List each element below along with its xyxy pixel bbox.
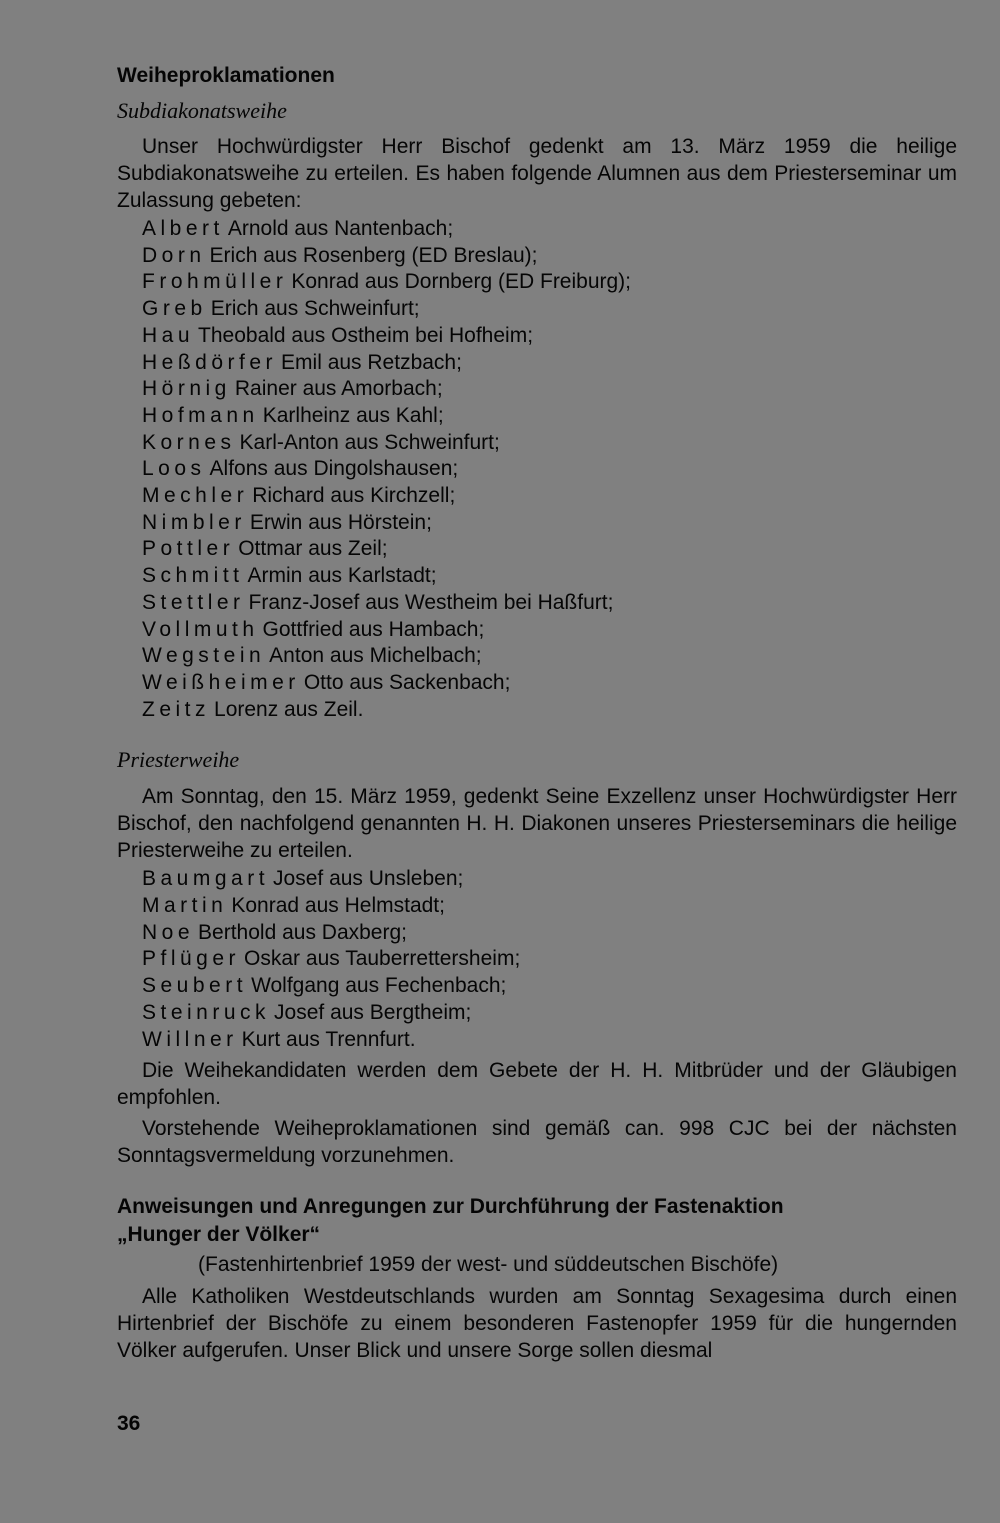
candidate-item (142, 483, 957, 510)
candidate-surname: Willner (142, 1027, 238, 1051)
candidate-item (142, 376, 957, 403)
candidate-surname: Nimbler (142, 510, 246, 534)
candidate-surname: Loos (142, 457, 206, 481)
candidate-details: Kurt aus Trennfurt. (241, 1027, 416, 1051)
candidate-details: Theobald aus Ostheim bei Hofheim; (198, 323, 534, 347)
subdiakonat-candidate-list (117, 216, 957, 723)
candidate-surname: Hau (142, 323, 195, 347)
candidate-item (142, 1027, 957, 1054)
candidate-item (142, 216, 957, 243)
candidate-surname: Pflüger (142, 947, 241, 971)
candidate-details: Wolfgang aus Fechenbach; (251, 974, 507, 998)
candidate-item (142, 973, 957, 1000)
heading-fastenaktion: Anweisungen und Anregungen zur Durchführung der Fastenaktion (117, 1195, 784, 1219)
subheading-priesterweihe: Priesterweihe (117, 747, 240, 773)
candidate-item (142, 617, 957, 644)
candidate-details: Armin aus Karlstadt; (247, 564, 437, 588)
candidate-item (142, 697, 957, 724)
candidate-details: Josef aus Bergtheim; (274, 1000, 472, 1024)
candidate-surname: Baumgart (142, 867, 270, 891)
candidate-surname: Schmitt (142, 564, 244, 588)
candidate-details: Emil aus Retzbach; (281, 350, 462, 374)
candidate-details: Arnold aus Nantenbach; (227, 217, 454, 240)
subheading-subdiakonatsweihe: Subdiakonatsweihe (117, 98, 287, 123)
candidate-surname: Greb (142, 297, 207, 321)
candidate-surname: Kornes (142, 430, 236, 454)
candidate-details: Karl-Anton aus Schweinfurt; (239, 430, 500, 454)
candidate-item (142, 590, 957, 617)
candidate-item (142, 243, 957, 270)
candidate-item (142, 563, 957, 590)
candidate-details: Josef aus Unsleben; (273, 867, 464, 891)
candidate-details: Erich aus Schweinfurt; (210, 297, 420, 321)
candidate-surname: Dorn (142, 243, 206, 267)
candidate-item (142, 643, 957, 670)
candidate-surname: Seubert (142, 974, 248, 998)
candidate-details: Konrad aus Helmstadt; (231, 894, 445, 918)
candidate-item (142, 920, 957, 947)
candidate-item (142, 536, 957, 563)
candidate-item (142, 893, 957, 920)
candidate-details: Erich aus Rosenberg (ED Breslau); (209, 243, 538, 267)
candidate-item (142, 350, 957, 377)
subdiakonat-intro: Unser Hochwürdigster Herr Bischof gedenkt am 13. März 1959 die heilige Subdiakonatsweihe zu erteilen. Es haben folgende Alumnen aus dem Priesterseminar um Zulassung gebeten: (117, 135, 957, 212)
page-number: 36 (117, 1412, 141, 1435)
candidate-details: Erwin aus Hörstein; (249, 510, 432, 534)
priesterweihe-note-announcement: Vorstehende Weiheproklamationen sind gemäß can. 998 CJC bei der nächsten Sonntagsvermeldung vorzunehmen. (117, 1117, 957, 1168)
candidate-details: Berthold aus Daxberg; (198, 920, 407, 944)
priesterweihe-candidate-list (117, 866, 957, 1053)
candidate-details: Ottmar aus Zeil; (238, 537, 388, 561)
candidate-details: Franz-Josef aus Westheim bei Haßfurt; (248, 590, 614, 614)
priesterweihe-intro: Am Sonntag, den 15. März 1959, gedenkt Seine Exzellenz unser Hochwürdigster Herr Bischof, den nachfolgend genannten H. H. Diakonen unseres Priesterseminars die heilige Priesterweihe zu erteilen. (117, 785, 957, 863)
candidate-item (142, 296, 957, 323)
candidate-item (142, 430, 957, 457)
fastenaktion-paragraph: Alle Katholiken Westdeutschlands wurden am Sonntag Sexagesima durch einen Hirtenbrief der Bischöfe zu einem besonderen Fastenopfer 1959 für die hungernden Völker aufgerufen. Unser Blick und unsere Sorge sollen diesmal (117, 1285, 957, 1363)
candidate-surname: Heßdörfer (142, 350, 278, 374)
candidate-surname: Noe (142, 920, 195, 944)
heading-weiheproklamationen: Weiheproklamationen (117, 64, 335, 87)
candidate-surname: Zeitz (142, 697, 211, 721)
candidate-item (142, 1000, 957, 1027)
candidate-item (142, 670, 957, 697)
candidate-surname: Hörnig (142, 377, 231, 401)
candidate-details: Lorenz aus Zeil. (214, 697, 364, 721)
candidate-surname: Hofmann (142, 403, 259, 427)
candidate-surname: Weißheimer (142, 670, 300, 694)
candidate-item (142, 323, 957, 350)
candidate-details: Karlheinz aus Kahl; (262, 403, 444, 427)
candidate-surname: Martin (142, 894, 228, 918)
candidate-surname: Pottler (142, 537, 235, 561)
candidate-details: Rainer aus Amorbach; (234, 377, 443, 401)
candidate-surname: Mechler (142, 484, 249, 508)
candidate-details: Gottfried aus Hambach; (262, 617, 485, 641)
candidate-details: Alfons aus Dingolshausen; (209, 457, 459, 481)
candidate-surname: Wegstein (142, 644, 266, 668)
priesterweihe-note-prayer: Die Weihekandidaten werden dem Gebete der H. H. Mitbrüder und der Gläubigen empfohlen. (117, 1059, 957, 1110)
candidate-surname: Albert (142, 217, 224, 240)
candidate-item (142, 866, 957, 893)
candidate-details: Konrad aus Dornberg (ED Freiburg); (291, 270, 632, 294)
candidate-item (142, 510, 957, 537)
candidate-details: Anton aus Michelbach; (269, 644, 482, 668)
page-content (117, 62, 957, 1364)
candidate-item (142, 403, 957, 430)
candidate-surname: Vollmuth (142, 617, 259, 641)
candidate-surname: Stettler (142, 590, 245, 614)
candidate-surname: Frohmüller (142, 270, 288, 294)
fastenhirtenbrief-source: (Fastenhirtenbrief 1959 der west- und süddeutschen Bischöfe) (198, 1253, 779, 1277)
candidate-item (142, 269, 957, 296)
candidate-item (142, 456, 957, 483)
candidate-surname: Steinruck (142, 1000, 271, 1024)
candidate-details: Otto aus Sackenbach; (303, 670, 511, 694)
candidate-details: Richard aus Kirchzell; (252, 484, 456, 508)
candidate-item (142, 946, 957, 973)
heading-hunger-der-voelker: „Hunger der Völker“ (117, 1223, 321, 1247)
candidate-details: Oskar aus Tauberrettersheim; (244, 947, 521, 971)
